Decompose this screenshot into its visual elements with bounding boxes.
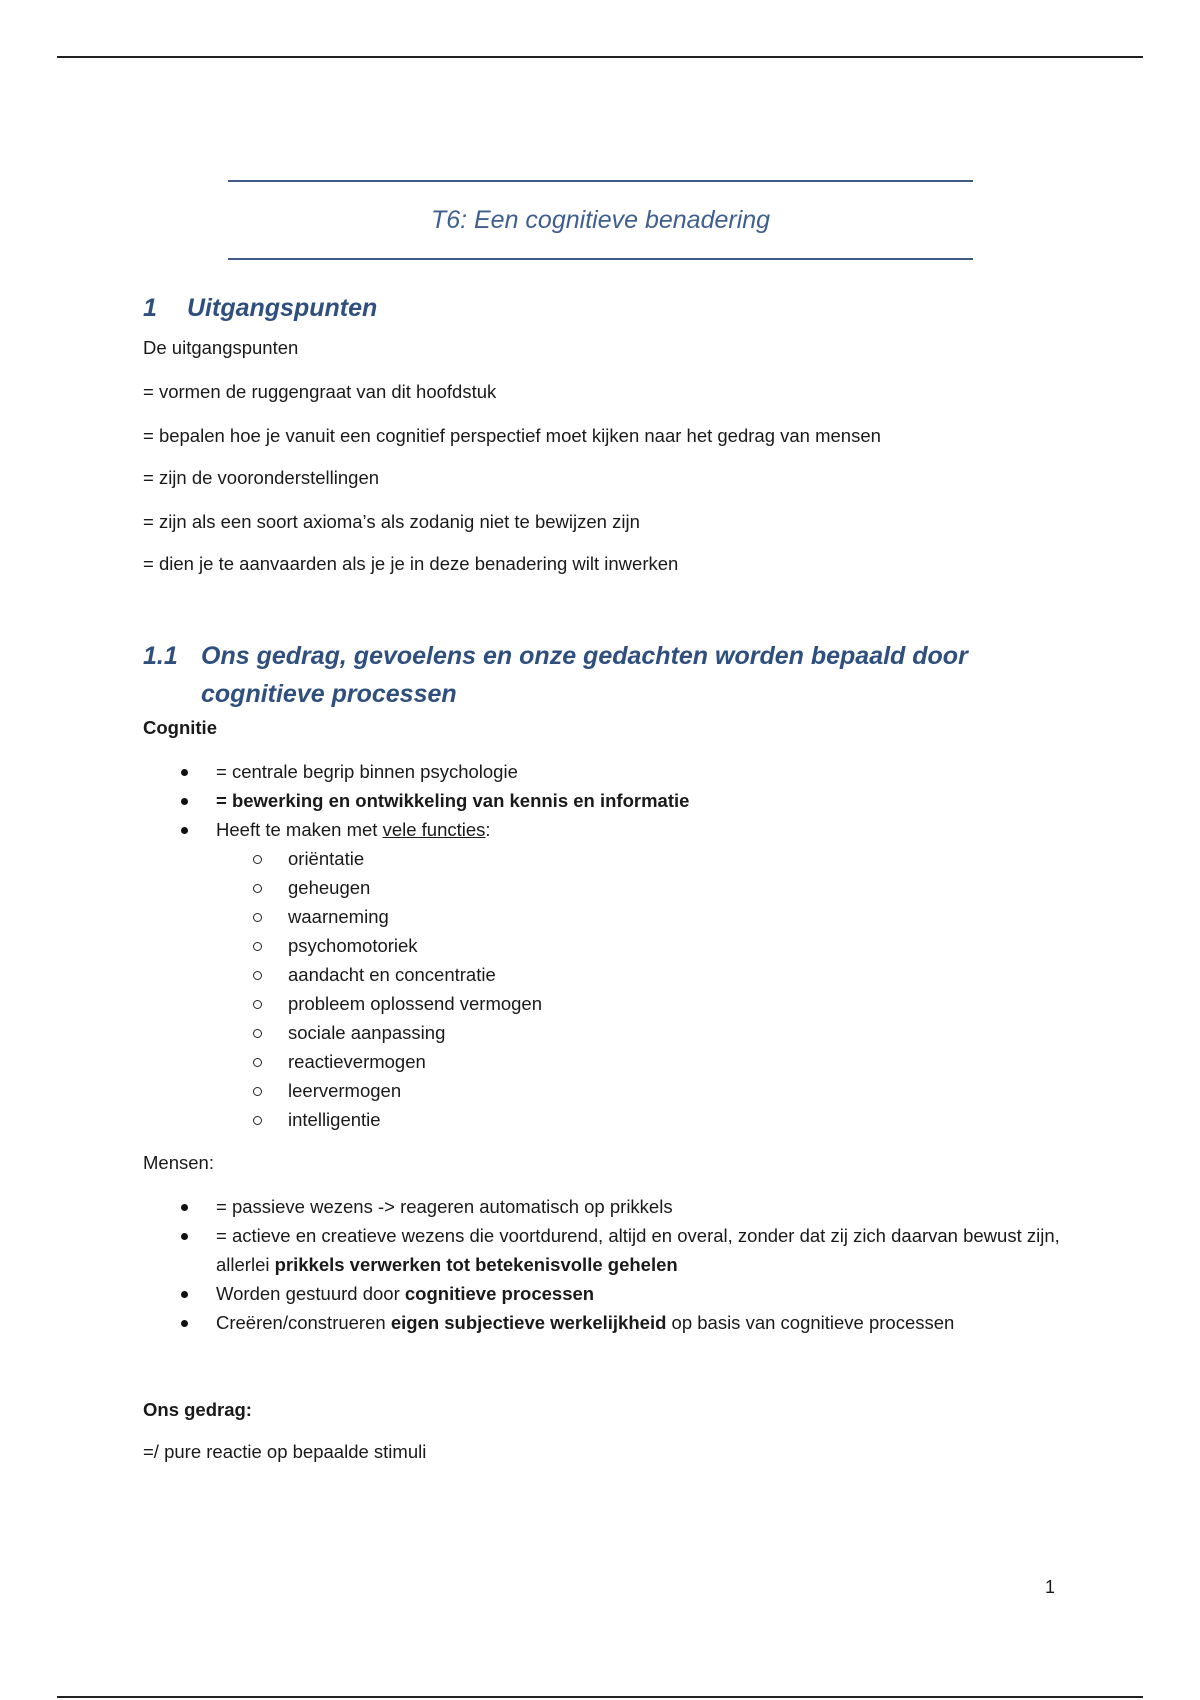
circle-bullet-icon	[253, 1116, 262, 1125]
section-1-1-number: 1.1	[143, 642, 178, 670]
circle-bullet-icon	[253, 1029, 262, 1038]
section-1-1-title: Ons gedrag, gevoelens en onze gedachten worden bepaald door cognitieve processen	[201, 642, 968, 708]
list-item: probleem oplossend vermogen	[143, 989, 1063, 1018]
list-item: leervermogen	[143, 1076, 1063, 1105]
circle-bullet-icon	[253, 1058, 262, 1067]
page-number: 1	[1045, 1577, 1056, 1597]
section-1-line: = vormen de ruggengraat van dit hoofdstuk	[143, 381, 497, 402]
cognitie-list	[143, 757, 1063, 1134]
section-1-number: 1	[143, 294, 157, 322]
bullet-icon	[181, 1233, 188, 1240]
list-item: oriëntatie	[143, 844, 1063, 873]
list-item: intelligentie	[143, 1105, 1063, 1134]
functies-list	[216, 844, 1063, 1134]
list-item: reactievermogen	[143, 1047, 1063, 1076]
section-1-line: = dien je te aanvaarden als je je in deze benadering wilt inwerken	[143, 553, 679, 574]
section-1-title: Uitgangspunten	[187, 294, 378, 322]
mensen-list	[143, 1192, 1063, 1337]
section-1-1-heading	[143, 637, 1063, 713]
title-rule-bottom	[228, 258, 973, 260]
list-item: waarneming	[143, 902, 1063, 931]
bullet-icon	[181, 798, 188, 805]
page-bottom-rule	[57, 1696, 1143, 1698]
list-item: = passieve wezens -> reageren automatisch op prikkels	[143, 1192, 1063, 1221]
section-1-line: = zijn als een soort axioma’s als zodanig niet te bewijzen zijn	[143, 511, 640, 532]
circle-bullet-icon	[253, 1000, 262, 1009]
mensen-label: Mensen:	[143, 1152, 214, 1173]
list-item: Creëren/construeren eigen subjectieve werkelijkheid op basis van cognitieve processen	[143, 1308, 1063, 1337]
section-1-line: = bepalen hoe je vanuit een cognitief perspectief moet kijken naar het gedrag van mensen	[143, 425, 881, 446]
cognitie-label: Cognitie	[143, 717, 217, 738]
list-item: = bewerking en ontwikkeling van kennis en informatie	[143, 786, 1063, 815]
circle-bullet-icon	[253, 1087, 262, 1096]
list-item: psychomotoriek	[143, 931, 1063, 960]
list-item: = centrale begrip binnen psychologie	[143, 757, 1063, 786]
list-item: geheugen	[143, 873, 1063, 902]
section-1-line: = zijn de vooronderstellingen	[143, 467, 380, 488]
bullet-icon	[181, 1320, 188, 1327]
list-item: = actieve en creatieve wezens die voortdurend, altijd en overal, zonder dat zij zich daarvan bewust zijn, allerlei prikkels verwerken tot betekenisvolle gehelen	[143, 1221, 1063, 1279]
circle-bullet-icon	[253, 913, 262, 922]
circle-bullet-icon	[253, 971, 262, 980]
page-top-rule	[57, 56, 1143, 58]
underlined-text: vele functies	[382, 819, 486, 840]
bullet-icon	[181, 1291, 188, 1298]
circle-bullet-icon	[253, 855, 262, 864]
list-item: sociale aanpassing	[143, 1018, 1063, 1047]
list-item: aandacht en concentratie	[143, 960, 1063, 989]
circle-bullet-icon	[253, 884, 262, 893]
list-item: Worden gestuurd door cognitieve processen	[143, 1279, 1063, 1308]
bullet-icon	[181, 769, 188, 776]
document-body	[143, 294, 1063, 1463]
document-title: T6: Een cognitieve benadering	[430, 206, 771, 234]
list-item: Heeft te maken met vele functies: oriëntatie geheugen waarneming psychomotoriek aandacht en concentratie probleem oplossend vermogen sociale aanpassing reactievermogen leervermogen intelligentie	[143, 815, 1063, 1134]
bullet-icon	[181, 1204, 188, 1211]
section-1-intro: De uitgangspunten	[143, 337, 299, 358]
bullet-icon	[181, 827, 188, 834]
gedrag-label: Ons gedrag:	[143, 1399, 252, 1420]
section-1-heading	[143, 294, 1063, 323]
title-block	[228, 180, 973, 260]
circle-bullet-icon	[253, 942, 262, 951]
gedrag-line: =/ pure reactie op bepaalde stimuli	[143, 1441, 427, 1462]
